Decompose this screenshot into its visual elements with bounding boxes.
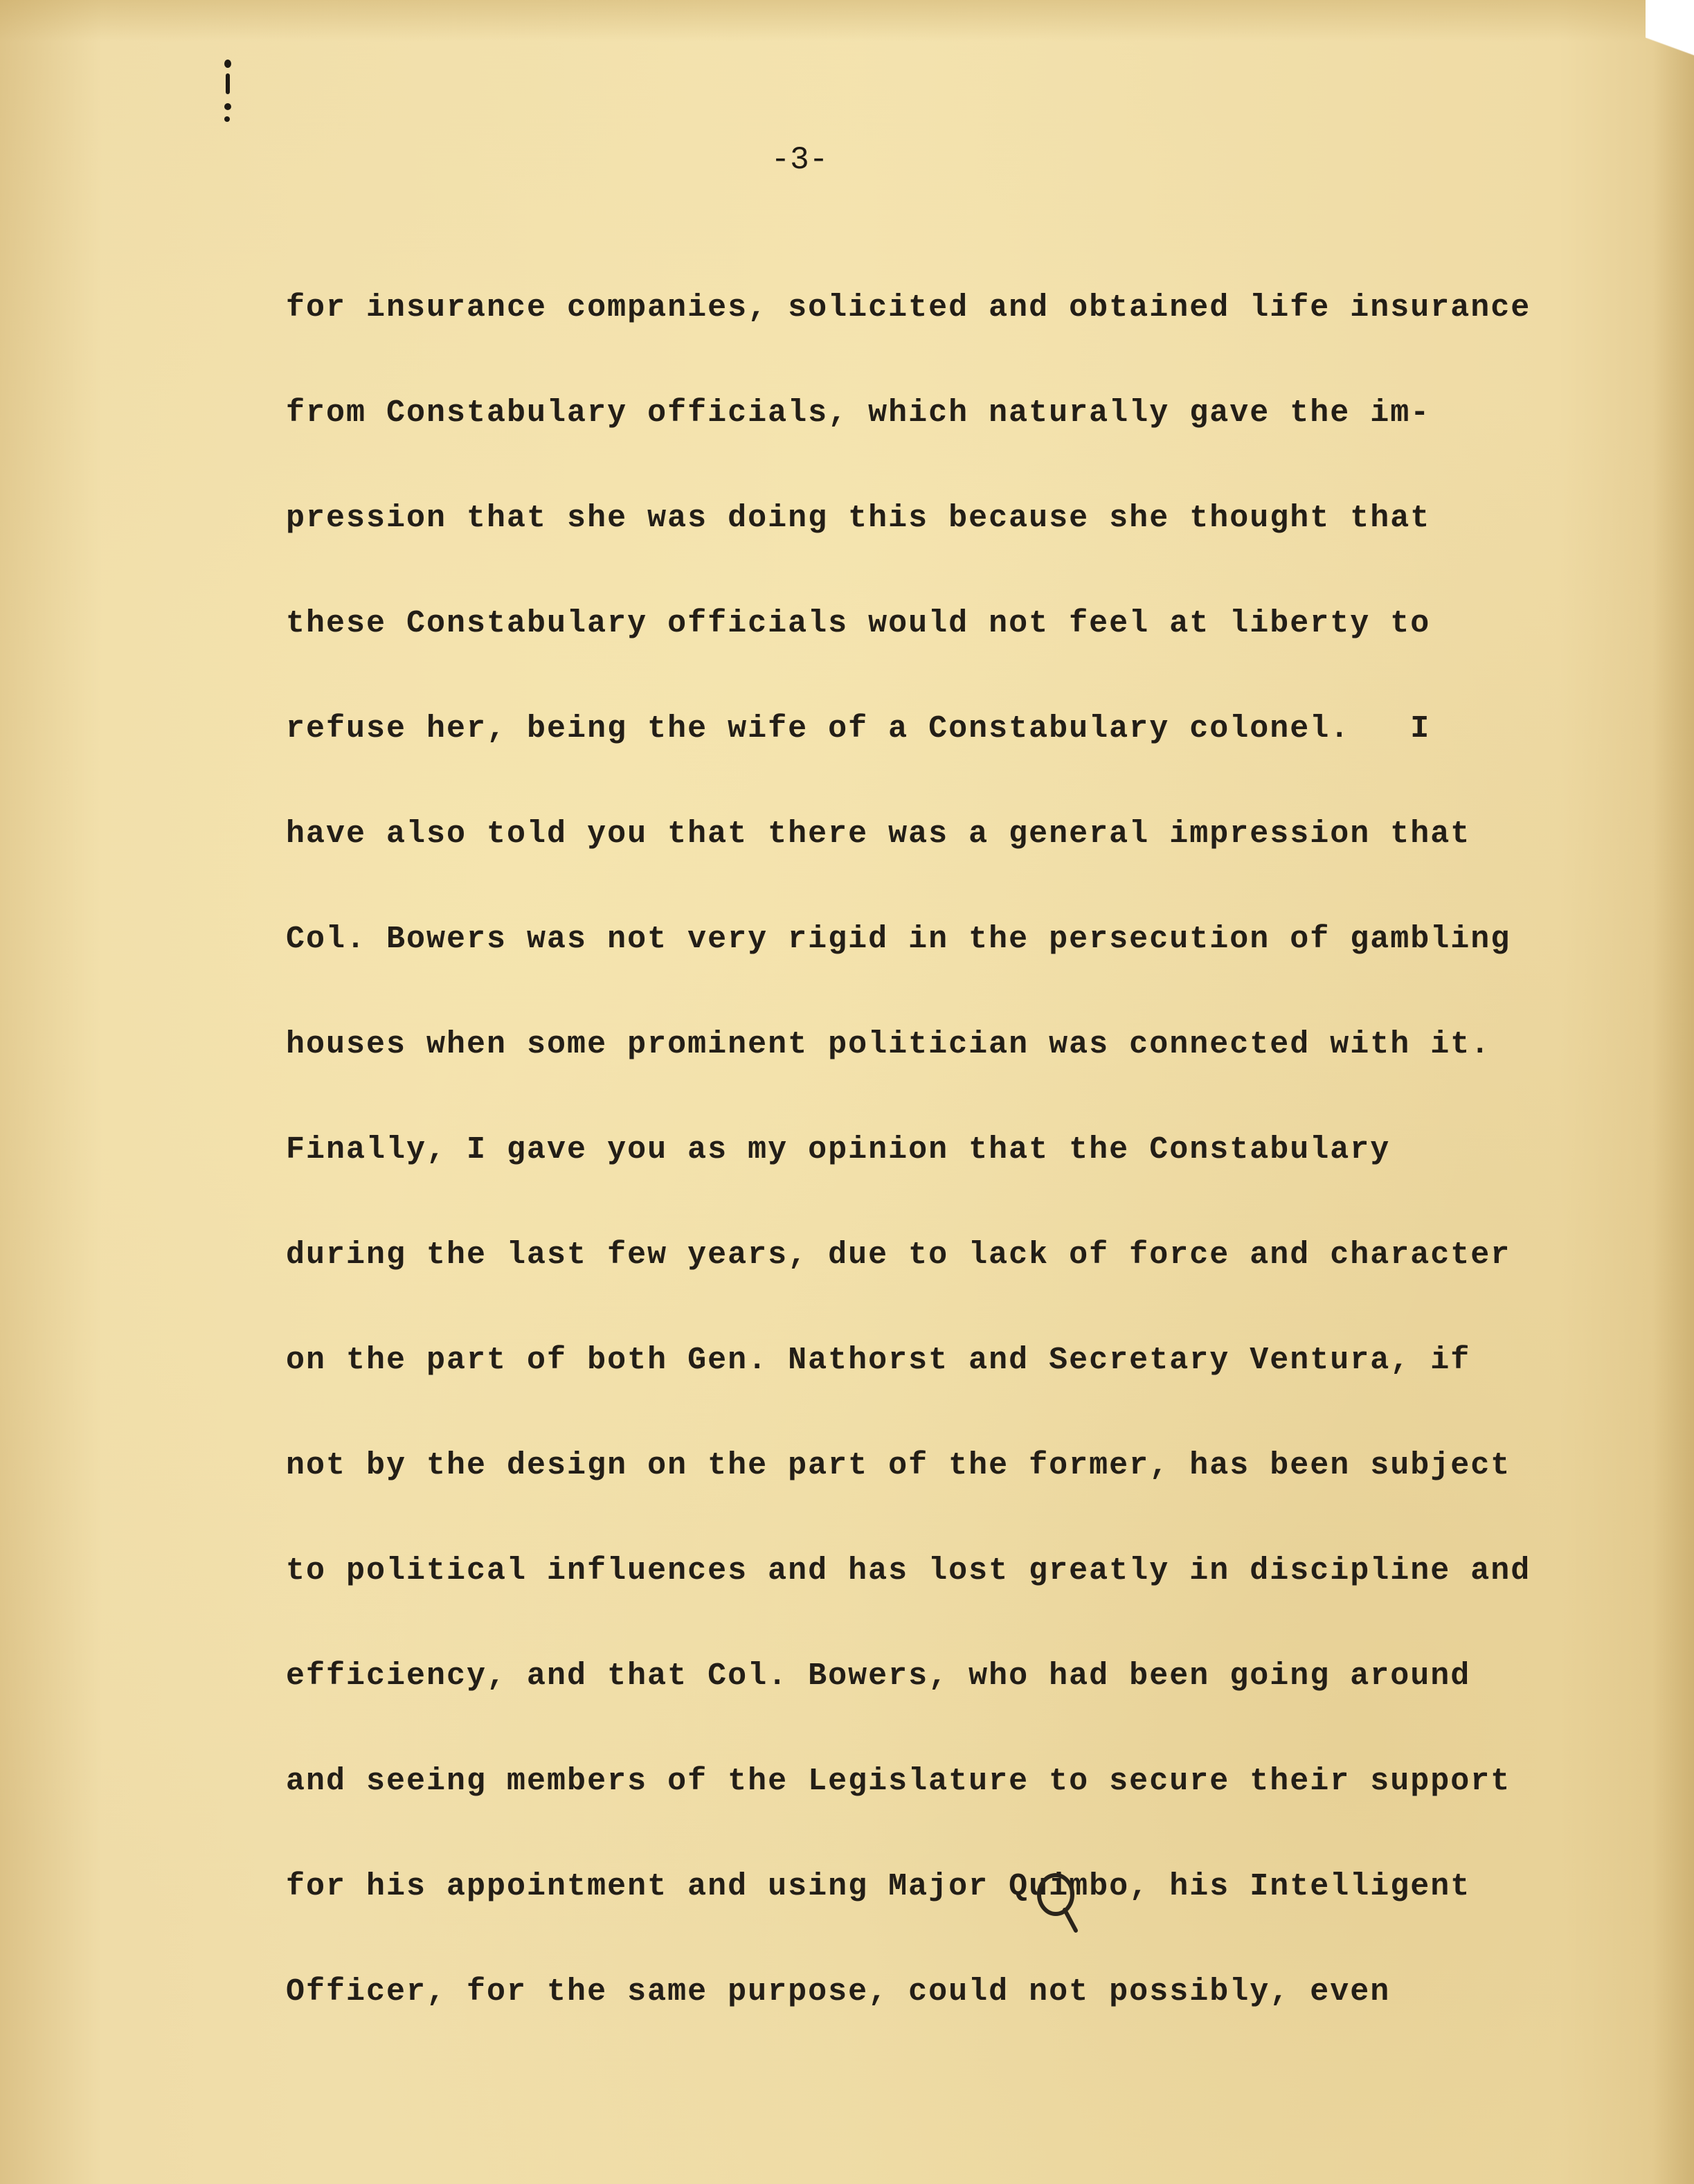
text-line: refuse her, being the wife of a Constabulary colonel. I: [286, 711, 1431, 746]
torn-corner: [1646, 0, 1694, 104]
text-line: to political influences and has lost greatly in discipline and: [286, 1553, 1531, 1588]
text-line: houses when some prominent politician was connected with it.: [286, 1027, 1491, 1062]
text-line: for his appointment and using Major Quimbo, his Intelligent: [286, 1869, 1471, 1904]
text-line: pression that she was doing this because she thought that: [286, 501, 1431, 536]
text-line: Finally, I gave you as my opinion that the Constabulary: [286, 1132, 1391, 1167]
text-line: on the part of both Gen. Nathorst and Secretary Ventura, if: [286, 1343, 1471, 1378]
typed-letter-body: [286, 280, 1657, 2070]
text-line: and seeing members of the Legislature to secure their support: [286, 1764, 1511, 1799]
paper-edge-top: [0, 0, 1694, 42]
ink-mark-icon: [220, 58, 235, 127]
paper-edge-right: [1652, 0, 1694, 2184]
text-line: have also told you that there was a general impression that: [286, 816, 1471, 852]
text-line: efficiency, and that Col. Bowers, who had been going around: [286, 1658, 1471, 1694]
text-line: from Constabulary officials, which naturally gave the im-: [286, 395, 1431, 431]
ink-smudge-icon: [1033, 1870, 1081, 1935]
page-number: -3-: [771, 142, 829, 178]
text-line: during the last few years, due to lack of force and character: [286, 1237, 1511, 1273]
text-line: not by the design on the part of the former, has been subject: [286, 1448, 1511, 1483]
text-line: these Constabulary officials would not feel at liberty to: [286, 606, 1431, 641]
text-line: Col. Bowers was not very rigid in the persecution of gambling: [286, 922, 1511, 957]
text-line: for insurance companies, solicited and obtained life insurance: [286, 290, 1531, 325]
text-line: Officer, for the same purpose, could not possibly, even: [286, 1974, 1391, 2010]
